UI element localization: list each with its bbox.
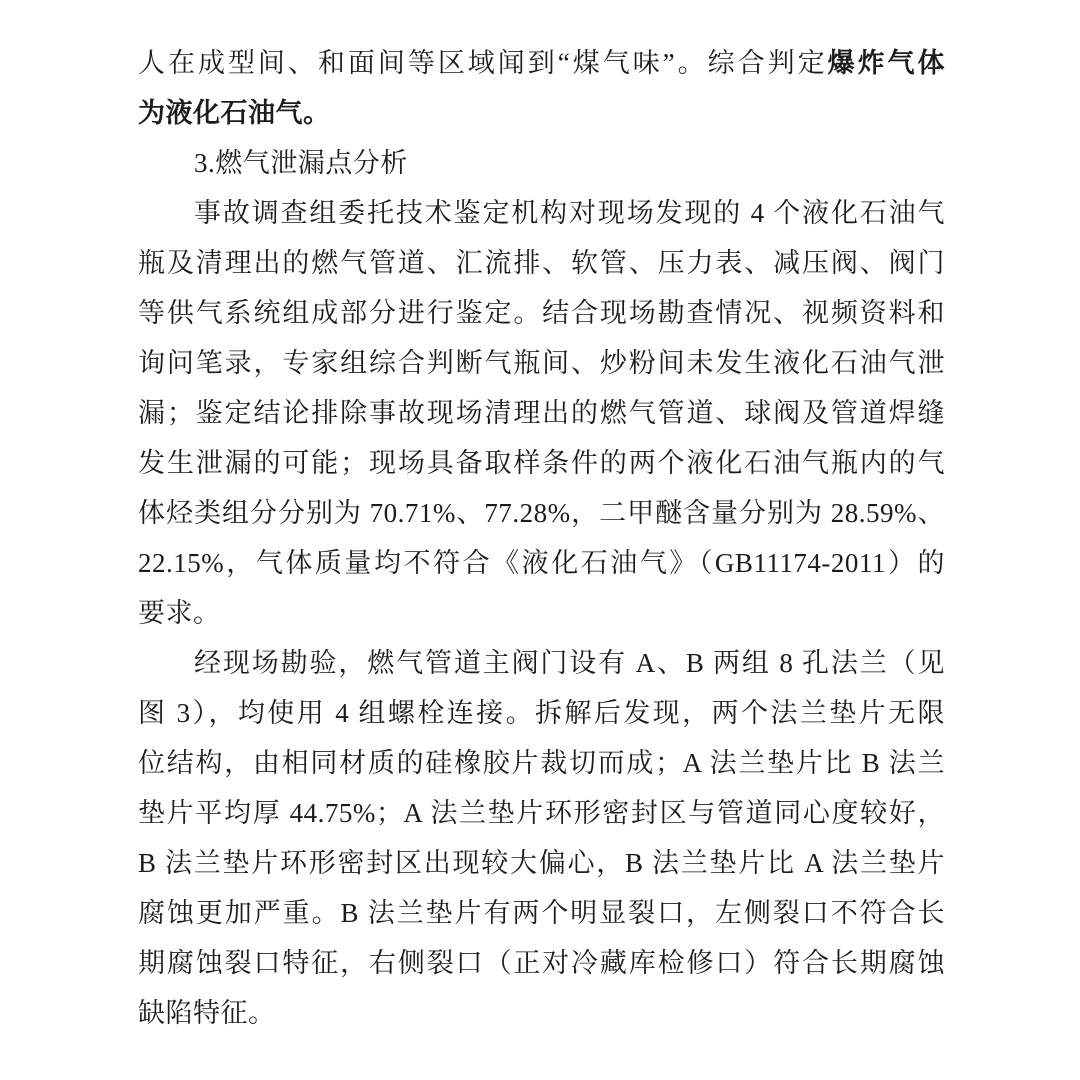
text-segment: 等供气系统组成部分进行鉴定。结合现场勘查情况、视频资料和: [138, 298, 945, 328]
text-segment: 经现场勘验，燃气管道主阀门设有 A、B 两组 8 孔法兰（见: [194, 648, 945, 678]
text-line: [138, 838, 945, 888]
text-line: [138, 38, 945, 88]
text-line: [138, 138, 945, 188]
text-line: [138, 488, 945, 538]
text-line: [138, 88, 945, 138]
text-segment: 缺陷特征。: [138, 998, 276, 1028]
text-segment: 漏；鉴定结论排除事故现场清理出的燃气管道、球阀及管道焊缝: [138, 398, 945, 428]
text-line: [138, 288, 945, 338]
text-line: [138, 638, 945, 688]
text-segment: 位结构，由相同材质的硅橡胶片裁切而成；A 法兰垫片比 B 法兰: [138, 748, 945, 778]
text-line: [138, 688, 945, 738]
text-segment: 期腐蚀裂口特征，右侧裂口（正对冷藏库检修口）符合长期腐蚀: [138, 948, 945, 978]
text-line: [138, 588, 945, 638]
text-segment: 3.燃气泄漏点分析: [194, 148, 408, 178]
text-segment: 要求。: [138, 598, 221, 628]
text-line: [138, 938, 945, 988]
text-line: [138, 238, 945, 288]
text-segment: 询问笔录，专家组综合判断气瓶间、炒粉间未发生液化石油气泄: [138, 348, 945, 378]
text-line: [138, 788, 945, 838]
bold-text-segment: 爆炸气体: [827, 48, 946, 78]
text-segment: 图 3），均使用 4 组螺栓连接。拆解后发现，两个法兰垫片无限: [138, 698, 945, 728]
bold-text-segment: 为液化石油气。: [138, 98, 331, 128]
text-segment: 垫片平均厚 44.75%；A 法兰垫片环形密封区与管道同心度较好，: [138, 798, 945, 828]
text-segment: 22.15%，气体质量均不符合《液化石油气》（GB11174-2011）的: [138, 548, 945, 578]
text-line: [138, 388, 945, 438]
text-line: [138, 538, 945, 588]
text-segment: 体烃类组分分别为 70.71%、77.28%，二甲醚含量分别为 28.59%、: [138, 498, 945, 528]
text-segment: 事故调查组委托技术鉴定机构对现场发现的 4 个液化石油气: [194, 198, 945, 228]
text-line: [138, 188, 945, 238]
text-segment: 人在成型间、和面间等区域闻到“煤气味”。综合判定: [138, 48, 828, 78]
text-line: [138, 438, 945, 488]
text-segment: 腐蚀更加严重。B 法兰垫片有两个明显裂口，左侧裂口不符合长: [138, 898, 945, 928]
text-segment: 发生泄漏的可能；现场具备取样条件的两个液化石油气瓶内的气: [138, 448, 945, 478]
text-line: [138, 888, 945, 938]
text-line: [138, 738, 945, 788]
text-segment: B 法兰垫片环形密封区出现较大偏心，B 法兰垫片比 A 法兰垫片: [138, 848, 945, 878]
document-body: [138, 38, 945, 1038]
text-line: [138, 988, 945, 1038]
text-line: [138, 338, 945, 388]
text-segment: 瓶及清理出的燃气管道、汇流排、软管、压力表、减压阀、阀门: [138, 248, 945, 278]
